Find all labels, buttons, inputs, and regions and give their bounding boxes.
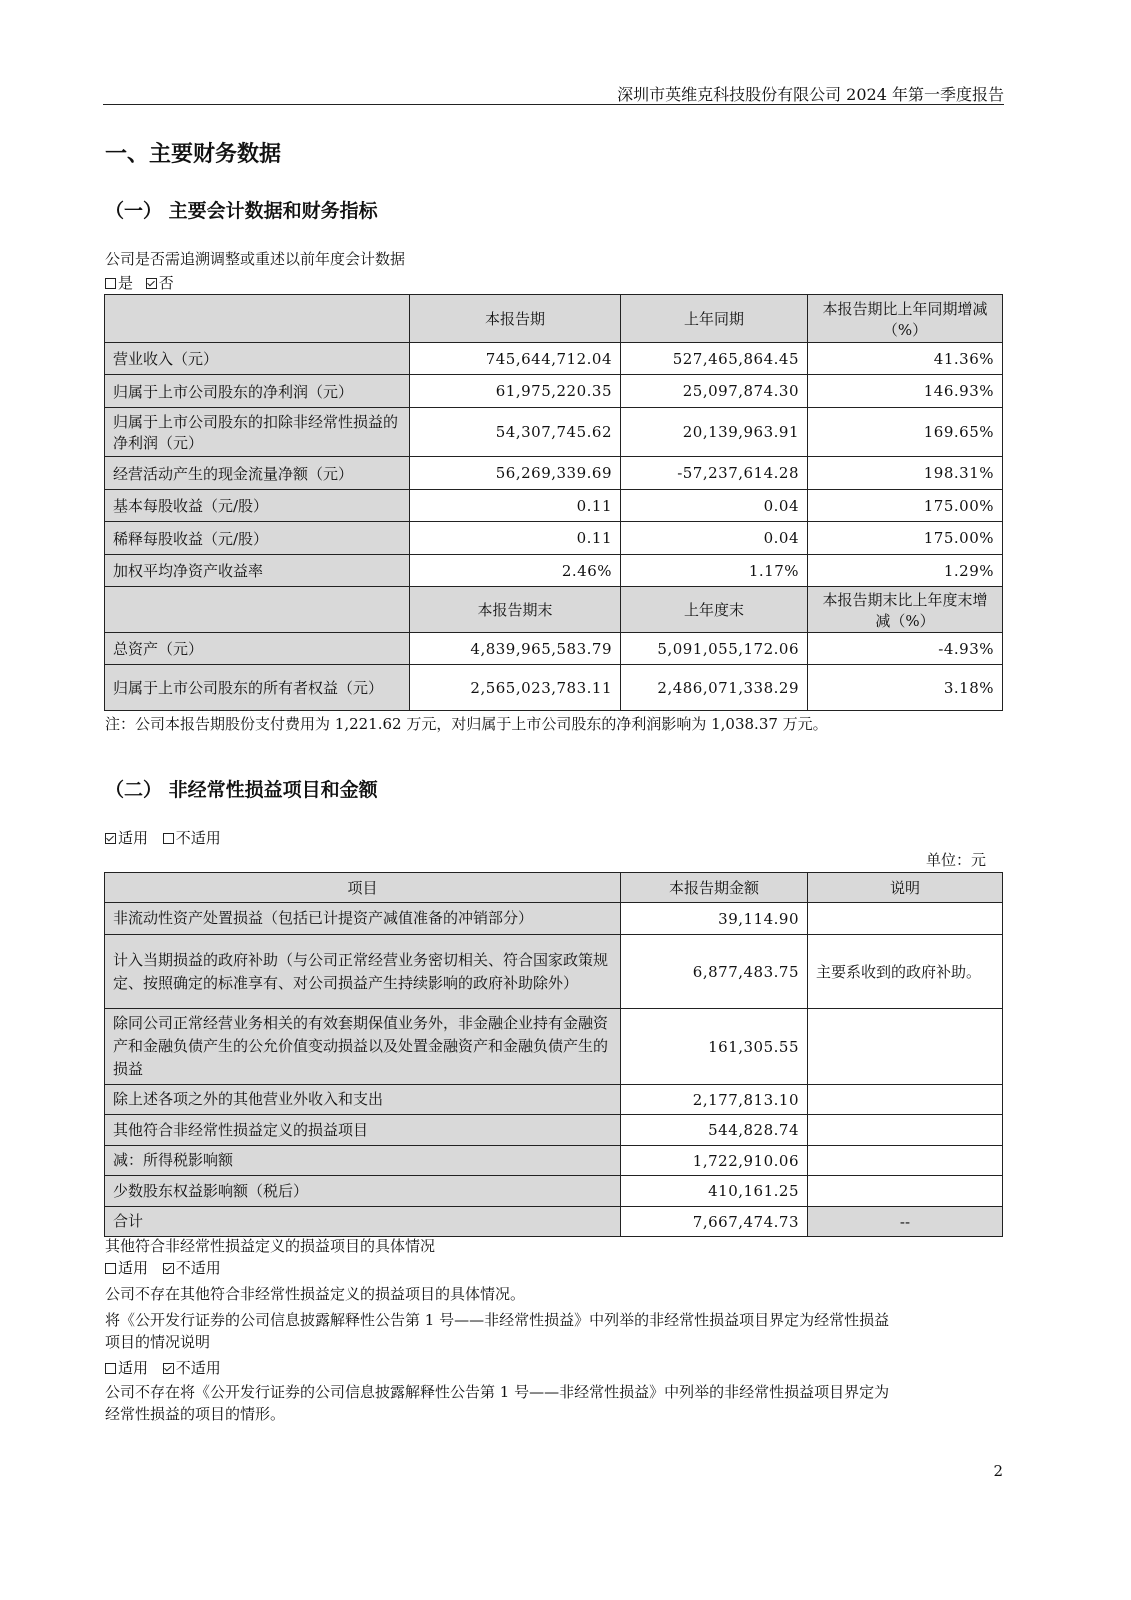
value-cell: 61,975,220.35 bbox=[410, 375, 621, 408]
item-label-cell: 除同公司正常经营业务相关的有效套期保值业务外，非金融企业持有金融资产和金融负债产生的公允价值变动损益以及处置金融资产和金融负债产生的损益 bbox=[105, 1009, 621, 1085]
option-yes-label: 是 bbox=[118, 274, 134, 292]
remark-cell: 主要系收到的政府补助。 bbox=[808, 935, 1003, 1009]
table-row bbox=[105, 1085, 1003, 1115]
checkbox-icon[interactable] bbox=[163, 833, 174, 844]
amount-cell: 410,161.25 bbox=[621, 1176, 808, 1207]
value-cell: 0.11 bbox=[410, 522, 621, 555]
table-row bbox=[105, 522, 1003, 555]
value-cell: 527,465,864.45 bbox=[621, 343, 808, 375]
value-cell: 1.29% bbox=[808, 555, 1003, 587]
restatement-options bbox=[105, 272, 174, 294]
value-cell: 2,486,071,338.29 bbox=[621, 665, 808, 711]
value-cell: -4.93% bbox=[808, 633, 1003, 665]
table-header-blank-cell bbox=[105, 587, 410, 633]
amount-cell: 544,828.74 bbox=[621, 1115, 808, 1146]
item-label-cell: 计入当期损益的政府补助（与公司正常经营业务密切相关、符合国家政策规定、按照确定的标准享有、对公司损益产生持续影响的政府补助除外） bbox=[105, 935, 621, 1009]
remark-cell bbox=[808, 1009, 1003, 1085]
remark-cell bbox=[808, 1176, 1003, 1207]
row-label-cell: 归属于上市公司股东的所有者权益（元） bbox=[105, 665, 410, 711]
non-recurring-items-table bbox=[104, 872, 1003, 1237]
remark-cell bbox=[808, 903, 1003, 935]
table-row bbox=[105, 1009, 1003, 1085]
option-apply-label: 适用 bbox=[118, 829, 149, 847]
table-row bbox=[105, 903, 1003, 935]
restatement-question: 公司是否需追溯调整或重述以前年度会计数据 bbox=[105, 250, 406, 268]
table-row bbox=[105, 555, 1003, 587]
option-apply-label: 适用 bbox=[118, 1259, 149, 1277]
other-items-options bbox=[105, 1257, 221, 1279]
checkbox-icon[interactable] bbox=[105, 833, 116, 844]
value-cell: 2,565,023,783.11 bbox=[410, 665, 621, 711]
unit-label: 单位：元 bbox=[925, 851, 986, 869]
page-number: 2 bbox=[993, 1462, 1003, 1480]
amount-cell: 7,667,474.73 bbox=[621, 1207, 808, 1237]
amount-cell: 2,177,813.10 bbox=[621, 1085, 808, 1115]
value-cell: 2.46% bbox=[410, 555, 621, 587]
table-header-row bbox=[105, 873, 1003, 903]
item-label-cell: 合计 bbox=[105, 1207, 621, 1237]
row-label-cell: 归属于上市公司股东的净利润（元） bbox=[105, 375, 410, 408]
report-header-title: 深圳市英维克科技股份有限公司 2024 年第一季度报告 bbox=[617, 85, 1004, 104]
row-label-cell: 经营活动产生的现金流量净额（元） bbox=[105, 457, 410, 490]
table-row bbox=[105, 665, 1003, 711]
reclassification-statement-line1: 公司不存在将《公开发行证券的公司信息披露解释性公告第 1 号——非经常性损益》中列举的非经常性损益项目界定为 bbox=[105, 1383, 890, 1401]
checkbox-icon[interactable] bbox=[163, 1363, 174, 1374]
reclassification-heading-line2: 项目的情况说明 bbox=[105, 1333, 211, 1351]
option-na-label: 不适用 bbox=[175, 1359, 221, 1377]
table-row bbox=[105, 457, 1003, 490]
checkbox-icon[interactable] bbox=[105, 1263, 116, 1274]
value-cell: 56,269,339.69 bbox=[410, 457, 621, 490]
remark-cell bbox=[808, 1146, 1003, 1176]
amount-cell: 39,114.90 bbox=[621, 903, 808, 935]
value-cell: 20,139,963.91 bbox=[621, 408, 808, 457]
subsection-1-title: （一） 主要会计数据和财务指标 bbox=[105, 200, 378, 222]
item-label-cell: 非流动性资产处置损益（包括已计提资产减值准备的冲销部分） bbox=[105, 903, 621, 935]
table-header-cell: 上年度末 bbox=[621, 587, 808, 633]
item-label-cell: 少数股东权益影响额（税后） bbox=[105, 1176, 621, 1207]
option-na-label: 不适用 bbox=[175, 1259, 221, 1277]
table-row bbox=[105, 1146, 1003, 1176]
amount-cell: 6,877,483.75 bbox=[621, 935, 808, 1009]
table-header-cell: 上年同期 bbox=[621, 295, 808, 343]
remark-cell bbox=[808, 1115, 1003, 1146]
table-header-cell: 本报告期金额 bbox=[621, 873, 808, 903]
table-row bbox=[105, 375, 1003, 408]
value-cell: 5,091,055,172.06 bbox=[621, 633, 808, 665]
table-row bbox=[105, 1176, 1003, 1207]
checkbox-icon[interactable] bbox=[105, 1363, 116, 1374]
amount-cell: 161,305.55 bbox=[621, 1009, 808, 1085]
row-label-cell: 稀释每股收益（元/股） bbox=[105, 522, 410, 555]
option-na-label: 不适用 bbox=[175, 829, 221, 847]
item-label-cell: 其他符合非经常性损益定义的损益项目 bbox=[105, 1115, 621, 1146]
table-row bbox=[105, 408, 1003, 457]
table-header-cell: 本报告期比上年同期增减（%） bbox=[808, 295, 1003, 343]
value-cell: 169.65% bbox=[808, 408, 1003, 457]
header-divider bbox=[103, 104, 1004, 105]
row-label-cell: 加权平均净资产收益率 bbox=[105, 555, 410, 587]
value-cell: 175.00% bbox=[808, 522, 1003, 555]
table-row bbox=[105, 343, 1003, 375]
value-cell: 54,307,745.62 bbox=[410, 408, 621, 457]
remark-cell: -- bbox=[808, 1207, 1003, 1237]
value-cell: 0.04 bbox=[621, 522, 808, 555]
row-label-cell: 总资产（元） bbox=[105, 633, 410, 665]
table-row bbox=[105, 633, 1003, 665]
value-cell: 4,839,965,583.79 bbox=[410, 633, 621, 665]
option-no-label: 否 bbox=[158, 274, 174, 292]
table-header-cell: 项目 bbox=[105, 873, 621, 903]
table-header-blank-cell bbox=[105, 295, 410, 343]
checkbox-icon[interactable] bbox=[146, 278, 157, 289]
item-label-cell: 减：所得税影响额 bbox=[105, 1146, 621, 1176]
value-cell: 41.36% bbox=[808, 343, 1003, 375]
table-header-cell: 本报告期末 bbox=[410, 587, 621, 633]
table-header-row bbox=[105, 295, 1003, 343]
checkbox-icon[interactable] bbox=[105, 278, 116, 289]
table-row bbox=[105, 935, 1003, 1009]
row-label-cell: 基本每股收益（元/股） bbox=[105, 490, 410, 522]
other-items-heading: 其他符合非经常性损益定义的损益项目的具体情况 bbox=[105, 1237, 436, 1255]
table-row bbox=[105, 1115, 1003, 1146]
applicability-options bbox=[105, 827, 221, 849]
table-header-cell: 本报告期 bbox=[410, 295, 621, 343]
value-cell: 198.31% bbox=[808, 457, 1003, 490]
table-row bbox=[105, 490, 1003, 522]
value-cell: -57,237,614.28 bbox=[621, 457, 808, 490]
value-cell: 0.04 bbox=[621, 490, 808, 522]
subsection-2-title: （二） 非经常性损益项目和金额 bbox=[105, 779, 378, 801]
amount-cell: 1,722,910.06 bbox=[621, 1146, 808, 1176]
table-header-cell: 说明 bbox=[808, 873, 1003, 903]
remark-cell bbox=[808, 1085, 1003, 1115]
key-financial-data-table bbox=[104, 294, 1003, 711]
item-label-cell: 除上述各项之外的其他营业外收入和支出 bbox=[105, 1085, 621, 1115]
row-label-cell: 归属于上市公司股东的扣除非经常性损益的净利润（元） bbox=[105, 408, 410, 457]
other-items-statement: 公司不存在其他符合非经常性损益定义的损益项目的具体情况。 bbox=[105, 1285, 526, 1303]
reclassification-heading-line1: 将《公开发行证券的公司信息披露解释性公告第 1 号——非经常性损益》中列举的非经常性损益项目界定为经常性损益 bbox=[105, 1311, 890, 1329]
value-cell: 25,097,874.30 bbox=[621, 375, 808, 408]
table1-note: 注：公司本报告期股份支付费用为 1,221.62 万元，对归属于上市公司股东的净利润影响为 1,038.37 万元。 bbox=[105, 715, 828, 733]
reclassification-options bbox=[105, 1357, 221, 1379]
value-cell: 3.18% bbox=[808, 665, 1003, 711]
checkbox-icon[interactable] bbox=[163, 1263, 174, 1274]
value-cell: 745,644,712.04 bbox=[410, 343, 621, 375]
table-row bbox=[105, 1207, 1003, 1237]
reclassification-statement-line2: 经常性损益的项目的情形。 bbox=[105, 1405, 286, 1423]
value-cell: 1.17% bbox=[621, 555, 808, 587]
value-cell: 0.11 bbox=[410, 490, 621, 522]
option-apply-label: 适用 bbox=[118, 1359, 149, 1377]
value-cell: 175.00% bbox=[808, 490, 1003, 522]
table-header-cell: 本报告期末比上年度末增减（%） bbox=[808, 587, 1003, 633]
section-title: 一、主要财务数据 bbox=[105, 142, 282, 167]
row-label-cell: 营业收入（元） bbox=[105, 343, 410, 375]
value-cell: 146.93% bbox=[808, 375, 1003, 408]
table-header-row bbox=[105, 587, 1003, 633]
